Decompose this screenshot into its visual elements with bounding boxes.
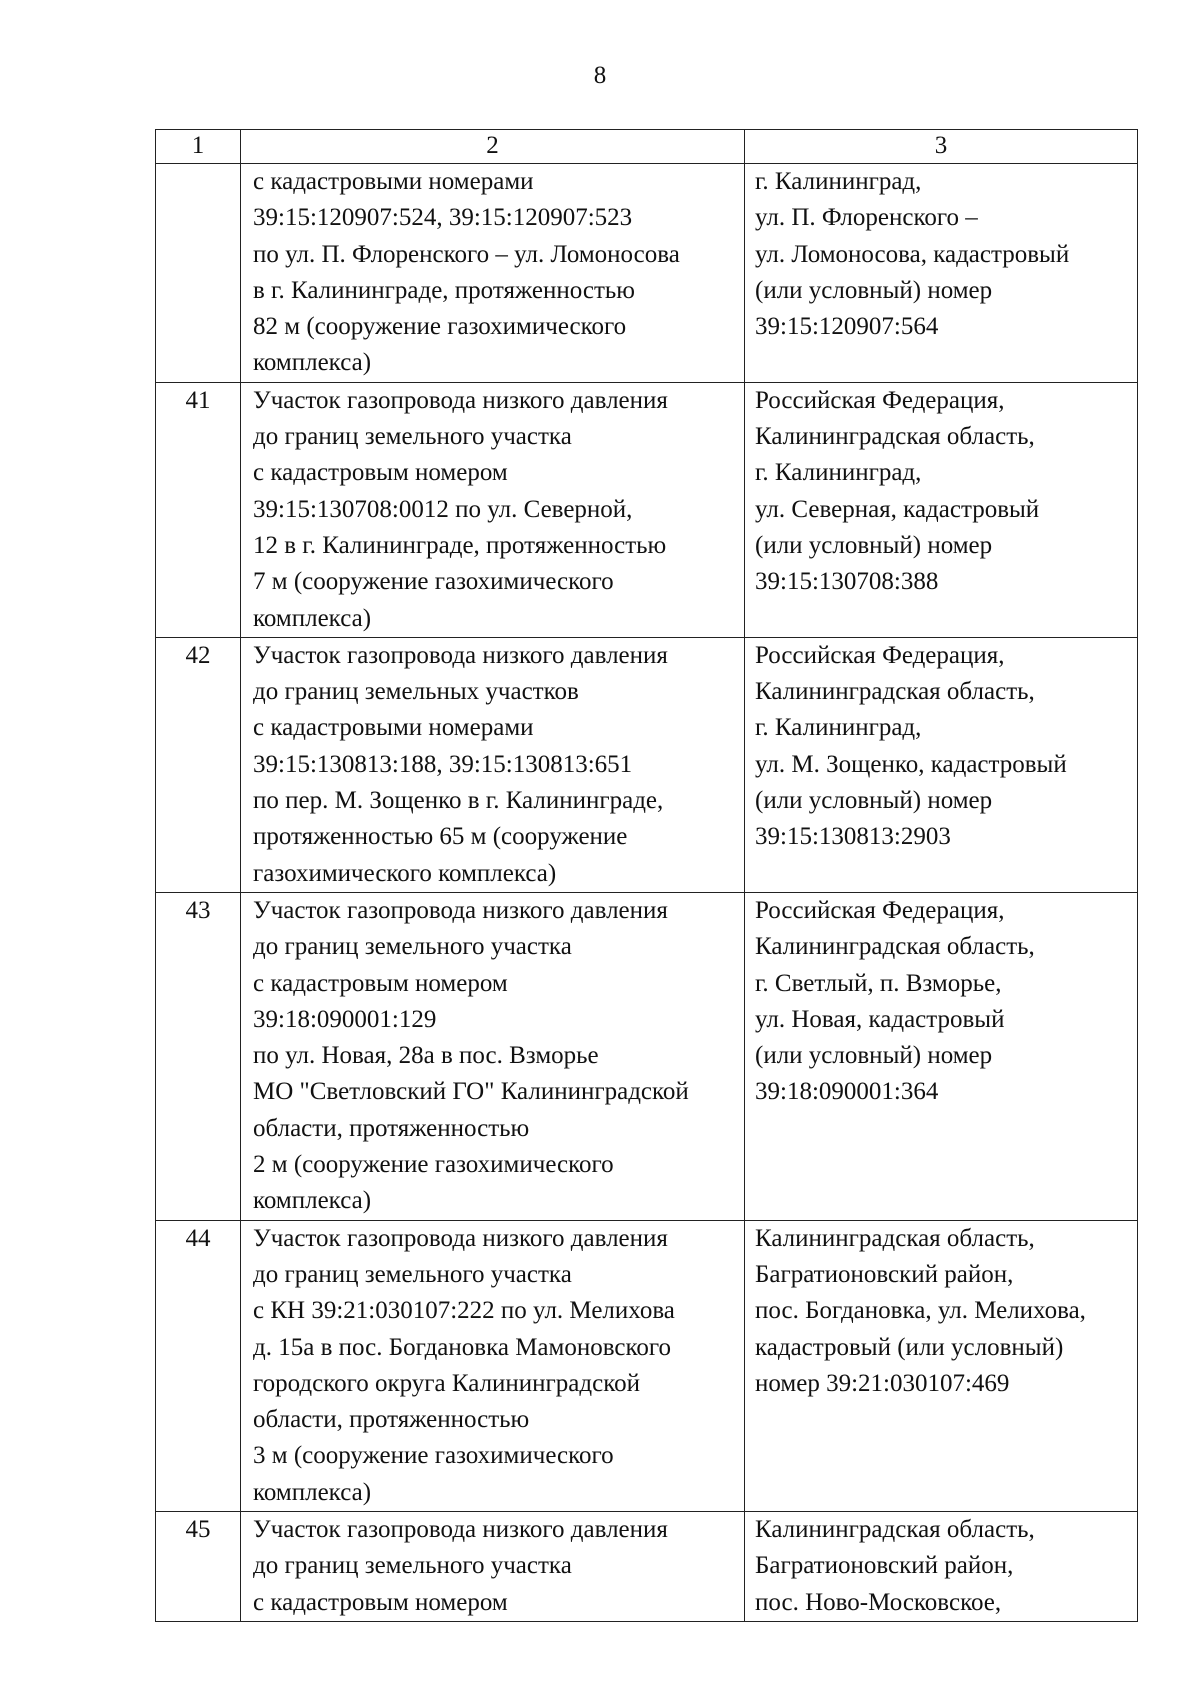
object-description: с кадастровыми номерами 39:15:120907:524, 39:15:120907:523 по ул. П. Флоренского – ул. Ломоносова в г. Калининграде, протяженностью 82 м (сооружение газохимического комплекса): [241, 164, 745, 383]
table-row: [156, 382, 1138, 637]
object-description: Участок газопровода низкого давления до границ земельного участка с кадастровым номером 39:18:090001:129 по ул. Новая, 28а в пос. Взморье МО "Светловский ГО" Калининградской области, протяженностью 2 м (сооружение газохимического комплекса): [241, 892, 745, 1220]
row-number: 41: [156, 382, 241, 637]
page-number: 8: [593, 62, 607, 89]
object-location: Российская Федерация, Калининградская область, г. Светлый, п. Взморье, ул. Новая, кадастровый (или условный) номер 39:18:090001:364: [745, 892, 1138, 1220]
object-description: Участок газопровода низкого давления до границ земельного участка с кадастровым номером 39:15:130708:0012 по ул. Северной, 12 в г. Калининграде, протяженностью 7 м (сооружение газохимического комплекса): [241, 382, 745, 637]
object-description: Участок газопровода низкого давления до границ земельного участка с КН 39:21:030107:222 по ул. Мелихова д. 15а в пос. Богдановка Мамоновского городского округа Калининградской области, протяженностью 3 м (сооружение газохимического комплекса): [241, 1220, 745, 1511]
column-header-2: 2: [241, 130, 745, 164]
object-description: Участок газопровода низкого давления до границ земельных участков с кадастровыми номерами 39:15:130813:188, 39:15:130813:651 по пер. М. Зощенко в г. Калининграде, протяженностью 65 м (сооружение газохимического комплекса): [241, 637, 745, 892]
object-location: Калининградская область, Багратионовский район, пос. Богдановка, ул. Мелихова, кадастровый (или условный) номер 39:21:030107:469: [745, 1220, 1138, 1511]
row-number: 42: [156, 637, 241, 892]
table-row: [156, 1511, 1138, 1621]
row-number: [156, 164, 241, 383]
table-header-row: [156, 130, 1138, 164]
object-location: Российская Федерация, Калининградская область, г. Калининград, ул. Северная, кадастровый (или условный) номер 39:15:130708:388: [745, 382, 1138, 637]
table-row: [156, 1220, 1138, 1511]
row-number: 44: [156, 1220, 241, 1511]
row-number: 43: [156, 892, 241, 1220]
object-location: Калининградская область, Багратионовский район, пос. Ново-Московское,: [745, 1511, 1138, 1621]
table-row: [156, 164, 1138, 383]
object-location: Российская Федерация, Калининградская область, г. Калининград, ул. М. Зощенко, кадастровый (или условный) номер 39:15:130813:2903: [745, 637, 1138, 892]
row-number: 45: [156, 1511, 241, 1621]
column-header-1: 1: [156, 130, 241, 164]
document-table: [155, 129, 1138, 1622]
column-header-3: 3: [745, 130, 1138, 164]
object-description: Участок газопровода низкого давления до границ земельного участка с кадастровым номером: [241, 1511, 745, 1621]
object-location: г. Калининград, ул. П. Флоренского – ул. Ломоносова, кадастровый (или условный) номер 39:15:120907:564: [745, 164, 1138, 383]
table-row: [156, 892, 1138, 1220]
table-row: [156, 637, 1138, 892]
